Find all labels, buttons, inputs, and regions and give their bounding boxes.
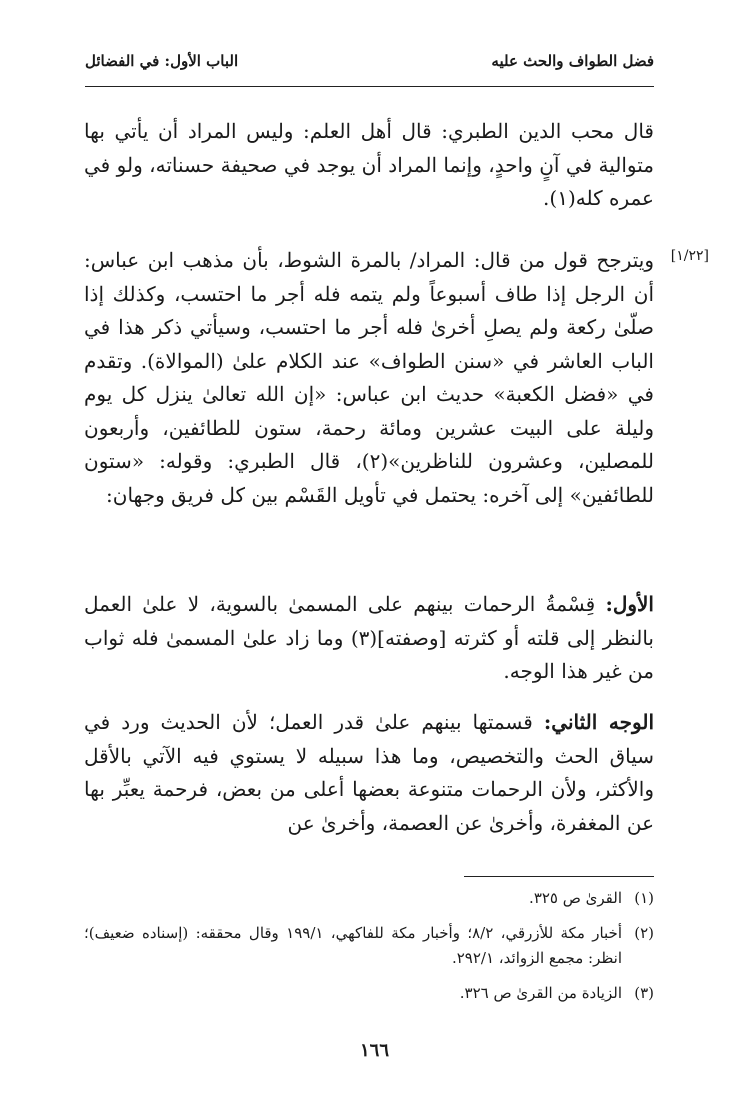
footnote-item	[84, 981, 654, 1006]
footnote-text: القرىٰ ص ٣٢٥.	[529, 889, 622, 907]
footnote-number: (٢)	[634, 924, 654, 942]
footnotes	[84, 886, 654, 1016]
paragraph-4	[84, 706, 654, 840]
margin-manuscript-ref: [١/٢٢]	[670, 248, 709, 264]
running-header	[85, 52, 654, 82]
paragraph-2	[84, 244, 654, 512]
header-chapter: الباب الأول: في الفضائل	[85, 52, 239, 70]
paragraph-4-body: قسمتها بينهم علىٰ قدر العمل؛ لأن الحديث ورد في سياق الحث والتخصيص، وما هذا سبيله لا يستوي فيه الآتي بالأقل والأكثر، ولأن الرحمات متنوعة بعضها أعلى من بعض، فرحمة يعبِّر بها عن المغفرة، وأخرىٰ عن العصمة، وأخرىٰ عن	[84, 710, 654, 835]
paragraph-3-text	[84, 588, 654, 689]
paragraph-1	[84, 115, 654, 216]
paragraph-3	[84, 588, 654, 689]
paragraph-3-lead: الأول:	[605, 592, 654, 616]
footnote-divider	[464, 876, 654, 877]
header-title: فضل الطواف والحث عليه	[491, 52, 654, 70]
header-divider	[85, 86, 654, 87]
footnote-item	[84, 921, 654, 971]
paragraph-4-text	[84, 706, 654, 840]
paragraph-1-text: قال محب الدين الطبري: قال أهل العلم: وليس المراد أن يأتي بها متوالية في آنٍ واحدٍ، وإنما المراد أن يوجد في صحيفة حسناته، ولو في عمره كله(١).	[84, 119, 654, 210]
footnote-text: أخبار مكة للأزرقي، ٨/٢؛ وأخبار مكة للفاكهي، ١٩٩/١ وقال محققه: (إسناده ضعيف)؛ انظر: مجمع الزوائد، ٢٩٢/١.	[84, 924, 622, 967]
footnote-number: (٣)	[634, 984, 654, 1002]
footnote-text: الزيادة من القرىٰ ص ٣٢٦.	[459, 984, 622, 1002]
footnote-item	[84, 886, 654, 911]
page-number: ١٦٦	[359, 1040, 389, 1061]
footnote-number: (١)	[634, 889, 654, 907]
paragraph-4-lead: الوجه الثاني:	[543, 710, 654, 734]
paragraph-3-body: قِسْمةُ الرحمات بينهم على المسمىٰ بالسوية، لا علىٰ العمل بالنظر إلى قلته أو كثرته [وصفته](٣) وما زاد علىٰ المسمىٰ فله ثواب من غير هذا الوجه.	[84, 592, 654, 683]
paragraph-2-text: ويترجح قول من قال: المراد/ بالمرة الشوط، بأن مذهب ابن عباس: أن الرجل إذا طاف أسبوعاً ولم يتمه فله أجر ما احتسب، وكذلك إذا صلّىٰ ركعة ولم يصلِ أخرىٰ فله أجر ما احتسب، وسيأتي ذكر هذا في الباب العاشر في «سنن الطواف» عند الكلام علىٰ (الموالاة). وتقدم في «فضل الكعبة» حديث ابن عباس: «إن الله تعالىٰ ينزل كل يوم وليلة على البيت عشرين ومائة رحمة، ستون للطائفين، وأربعون للمصلين، وعشرون للناظرين»(٢)، قال الطبري: وقوله: «ستون للطائفين» إلى آخره: يحتمل في تأويل القَسْم بين كل فريق وجهان:	[84, 248, 654, 507]
